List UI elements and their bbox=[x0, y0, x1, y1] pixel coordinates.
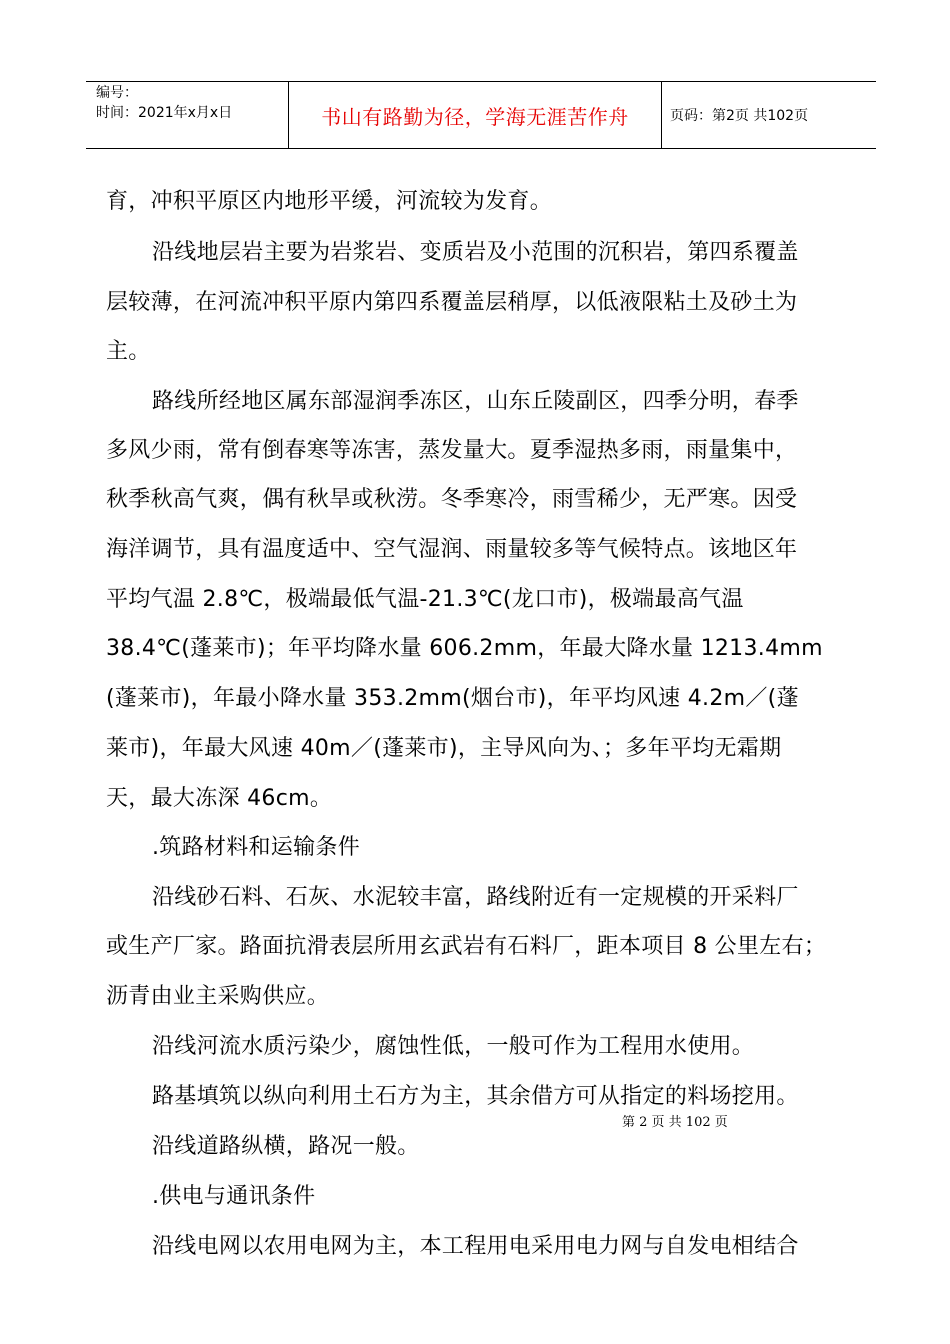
body-line: 沥青由业主采购供应。 bbox=[106, 984, 330, 1009]
body-line: 平均气温 2.8℃，极端最低气温-21.3℃(龙口市)，极端最高气温 bbox=[106, 587, 744, 612]
header-motto-cell bbox=[288, 82, 662, 148]
section-heading: .筑路材料和运输条件 bbox=[152, 835, 360, 860]
header-meta-cell bbox=[86, 82, 288, 148]
body-line: 主。 bbox=[106, 339, 151, 364]
section-heading: .供电与通讯条件 bbox=[152, 1184, 316, 1209]
header-motto: 书山有路勤为径，学海无涯苦作舟 bbox=[321, 104, 629, 129]
document-header bbox=[86, 81, 876, 149]
document-number-label: 编号： bbox=[96, 85, 138, 101]
body-line: 多风少雨，常有倒春寒等冻害，蒸发量大。夏季湿热多雨，雨量集中， bbox=[106, 438, 798, 463]
body-line: 38.4℃(蓬莱市)；年平均降水量 606.2mm，年最大降水量 1213.4mm bbox=[106, 636, 823, 661]
body-line: 路线所经地区属东部湿润季冻区，山东丘陵副区，四季分明，春季 bbox=[152, 389, 799, 414]
body-line: 沿线河流水质污染少，腐蚀性低，一般可作为工程用水使用。 bbox=[152, 1034, 755, 1059]
body-line: (蓬莱市)，年最小降水量 353.2mm(烟台市)，年平均风速 4.2m／(蓬 bbox=[106, 686, 799, 711]
footer-page-number: 第 2 页 共 102 页 bbox=[622, 1115, 728, 1130]
body-line: 天，最大冻深 46cm。 bbox=[106, 786, 333, 811]
body-line: 沿线电网以农用电网为主，本工程用电采用电力网与自发电相结合 bbox=[152, 1234, 799, 1259]
body-line: 沿线地层岩主要为岩浆岩、变质岩及小范围的沉积岩，第四系覆盖 bbox=[152, 240, 799, 265]
document-time-label: 时间：2021年x月x日 bbox=[96, 105, 233, 121]
body-line: 海洋调节，具有温度适中、空气湿润、雨量较多等气候特点。该地区年 bbox=[106, 537, 798, 562]
body-line: 沿线砂石料、石灰、水泥较丰富，路线附近有一定规模的开采料厂 bbox=[152, 885, 799, 910]
header-page-info: 页码：第2页 共102页 bbox=[670, 108, 809, 124]
body-line: 沿线道路纵横，路况一般。 bbox=[152, 1134, 420, 1159]
body-line: 秋季秋高气爽，偶有秋旱或秋涝。冬季寒冷，雨雪稀少，无严寒。因受 bbox=[106, 487, 798, 512]
body-line: 或生产厂家。路面抗滑表层所用玄武岩有石料厂，距本项目 8 公里左右； bbox=[106, 934, 827, 959]
body-line: 莱市)，年最大风速 40m／(蓬莱市)，主导风向为、；多年平均无霜期 bbox=[106, 736, 782, 761]
header-page-cell bbox=[662, 82, 876, 148]
body-line: 层较薄，在河流冲积平原内第四系覆盖层稍厚，以低液限粘土及砂土为 bbox=[106, 290, 798, 315]
body-line: 路基填筑以纵向利用土石方为主，其余借方可从指定的料场挖用。 bbox=[152, 1084, 799, 1109]
body-line: 育，冲积平原区内地形平缓，河流较为发育。 bbox=[106, 189, 553, 214]
